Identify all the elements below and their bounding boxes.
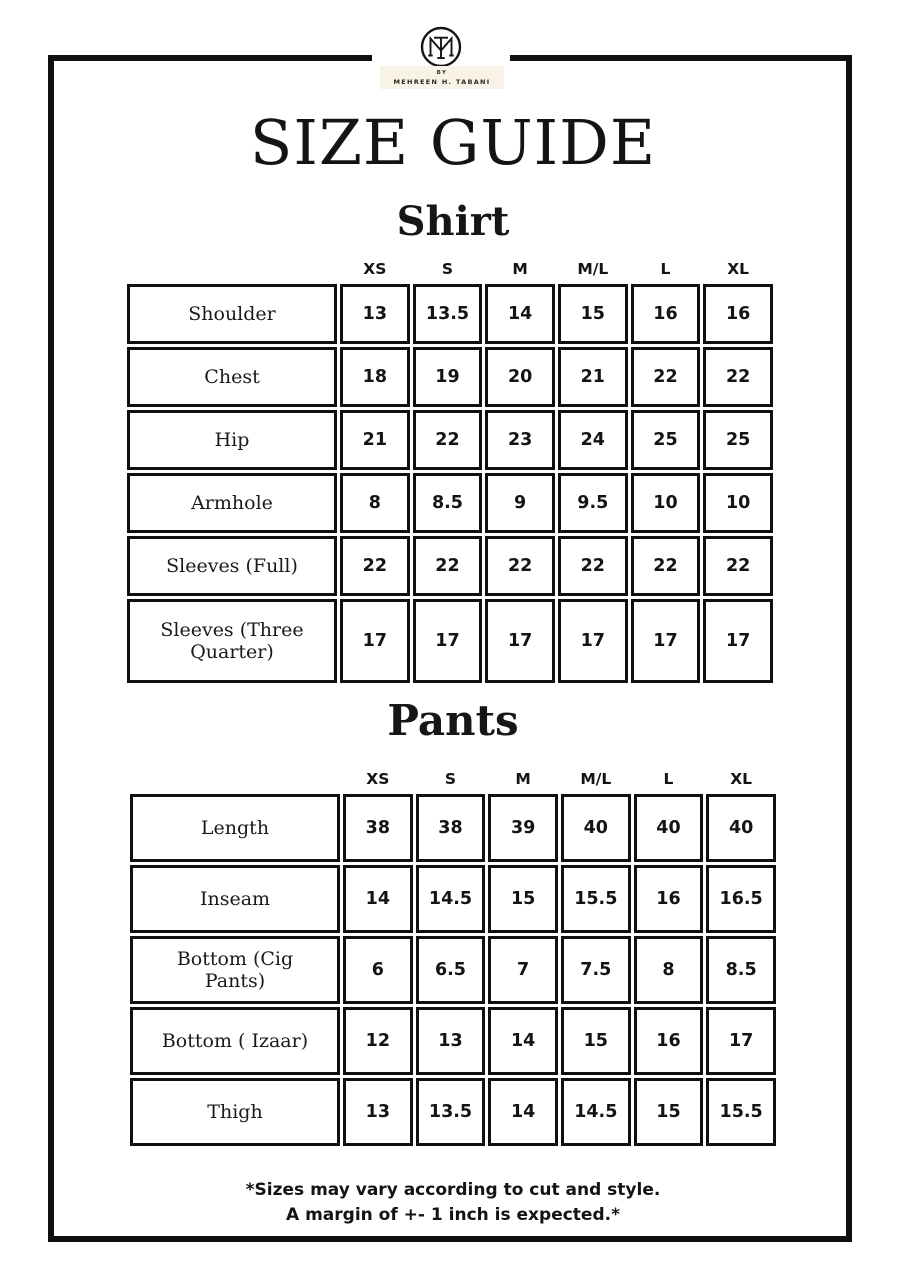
size-column-header: L <box>660 260 671 278</box>
brand-by-label: BY <box>436 69 448 76</box>
measurement-value: 17 <box>706 1007 776 1075</box>
pants-section-title: Pants <box>387 696 519 745</box>
measurement-row <box>130 1078 776 1146</box>
measurement-value: 14 <box>343 865 413 933</box>
measurement-value: 17 <box>631 599 701 683</box>
disclaimer <box>0 1178 906 1228</box>
measurement-value: 16 <box>634 1007 704 1075</box>
measurement-value: 22 <box>631 536 701 596</box>
measurement-label: Thigh <box>130 1078 340 1146</box>
disclaimer-line-1: *Sizes may vary according to cut and style. <box>245 1180 661 1200</box>
measurement-value: 12 <box>343 1007 413 1075</box>
measurement-value: 13 <box>416 1007 486 1075</box>
measurement-row <box>127 536 773 596</box>
size-column-header: XS <box>366 770 390 788</box>
measurement-label: Bottom (Cig Pants) <box>130 936 340 1004</box>
measurement-value: 7 <box>488 936 558 1004</box>
page-title: SIZE GUIDE <box>249 106 657 179</box>
measurement-value: 6.5 <box>416 936 486 1004</box>
measurement-row <box>130 865 776 933</box>
measurement-value: 39 <box>488 794 558 862</box>
measurement-value: 14.5 <box>416 865 486 933</box>
measurement-label: Armhole <box>127 473 337 533</box>
measurement-value: 7.5 <box>561 936 631 1004</box>
measurement-value: 14 <box>485 284 555 344</box>
brand-band <box>380 66 504 89</box>
measurement-value: 16 <box>631 284 701 344</box>
size-column-header: XL <box>730 770 753 788</box>
size-header-row <box>127 257 773 281</box>
measurement-label: Bottom ( Izaar) <box>130 1007 340 1075</box>
mt-monogram-icon <box>419 25 463 69</box>
measurement-value: 8 <box>340 473 410 533</box>
measurement-value: 15 <box>558 284 628 344</box>
measurement-value: 8.5 <box>413 473 483 533</box>
measurement-row <box>130 936 776 1004</box>
measurement-value: 13.5 <box>416 1078 486 1146</box>
measurement-value: 22 <box>413 410 483 470</box>
measurement-row <box>127 473 773 533</box>
measurement-value: 9 <box>485 473 555 533</box>
measurement-value: 24 <box>558 410 628 470</box>
measurement-value: 14 <box>488 1007 558 1075</box>
measurement-value: 22 <box>558 536 628 596</box>
measurement-value: 8.5 <box>706 936 776 1004</box>
measurement-value: 18 <box>340 347 410 407</box>
measurement-row <box>127 347 773 407</box>
pants-size-table <box>127 764 779 1149</box>
measurement-value: 16 <box>703 284 773 344</box>
brand-name: MEHREEN H. TABANI <box>393 77 491 86</box>
measurement-value: 13 <box>340 284 410 344</box>
size-column-header: XS <box>363 260 387 278</box>
measurement-value: 8 <box>634 936 704 1004</box>
measurement-value: 19 <box>413 347 483 407</box>
measurement-value: 14 <box>488 1078 558 1146</box>
measurement-value: 17 <box>485 599 555 683</box>
measurement-value: 17 <box>340 599 410 683</box>
measurement-value: 22 <box>485 536 555 596</box>
size-column-header: M <box>512 260 528 278</box>
measurement-row <box>127 410 773 470</box>
size-header-corner <box>127 257 337 281</box>
measurement-label: Sleeves (Three Quarter) <box>127 599 337 683</box>
measurement-value: 21 <box>558 347 628 407</box>
measurement-value: 40 <box>561 794 631 862</box>
measurement-value: 40 <box>634 794 704 862</box>
size-column-header: M/L <box>580 770 612 788</box>
measurement-label: Length <box>130 794 340 862</box>
measurement-value: 6 <box>343 936 413 1004</box>
shirt-size-table <box>124 254 776 686</box>
measurement-value: 17 <box>558 599 628 683</box>
measurement-value: 16.5 <box>706 865 776 933</box>
measurement-row <box>130 794 776 862</box>
measurement-label: Chest <box>127 347 337 407</box>
disclaimer-line-2: A margin of +- 1 inch is expected.* <box>286 1205 620 1225</box>
measurement-row <box>127 599 773 683</box>
size-header-corner <box>130 767 340 791</box>
size-column-header: S <box>444 770 457 788</box>
size-column-header: M/L <box>577 260 609 278</box>
measurement-row <box>127 284 773 344</box>
measurement-value: 22 <box>340 536 410 596</box>
measurement-value: 13 <box>343 1078 413 1146</box>
measurement-value: 10 <box>631 473 701 533</box>
measurement-value: 15.5 <box>561 865 631 933</box>
measurement-value: 21 <box>340 410 410 470</box>
measurement-value: 20 <box>485 347 555 407</box>
measurement-value: 38 <box>343 794 413 862</box>
measurement-label: Shoulder <box>127 284 337 344</box>
shirt-section-title: Shirt <box>396 198 510 245</box>
measurement-value: 10 <box>703 473 773 533</box>
size-column-header: L <box>663 770 674 788</box>
measurement-value: 23 <box>485 410 555 470</box>
measurement-value: 13.5 <box>413 284 483 344</box>
measurement-label: Inseam <box>130 865 340 933</box>
measurement-value: 40 <box>706 794 776 862</box>
measurement-value: 25 <box>703 410 773 470</box>
size-header-row <box>130 767 776 791</box>
size-column-header: M <box>515 770 531 788</box>
measurement-label: Hip <box>127 410 337 470</box>
measurement-value: 15 <box>488 865 558 933</box>
measurement-value: 17 <box>413 599 483 683</box>
measurement-value: 15.5 <box>706 1078 776 1146</box>
measurement-row <box>130 1007 776 1075</box>
measurement-value: 22 <box>631 347 701 407</box>
measurement-value: 38 <box>416 794 486 862</box>
size-column-header: XL <box>727 260 750 278</box>
measurement-value: 16 <box>634 865 704 933</box>
measurement-value: 14.5 <box>561 1078 631 1146</box>
measurement-value: 22 <box>413 536 483 596</box>
measurement-label: Sleeves (Full) <box>127 536 337 596</box>
measurement-value: 9.5 <box>558 473 628 533</box>
measurement-value: 15 <box>561 1007 631 1075</box>
measurement-value: 22 <box>703 347 773 407</box>
measurement-value: 17 <box>703 599 773 683</box>
size-column-header: S <box>441 260 454 278</box>
measurement-value: 15 <box>634 1078 704 1146</box>
measurement-value: 22 <box>703 536 773 596</box>
measurement-value: 25 <box>631 410 701 470</box>
